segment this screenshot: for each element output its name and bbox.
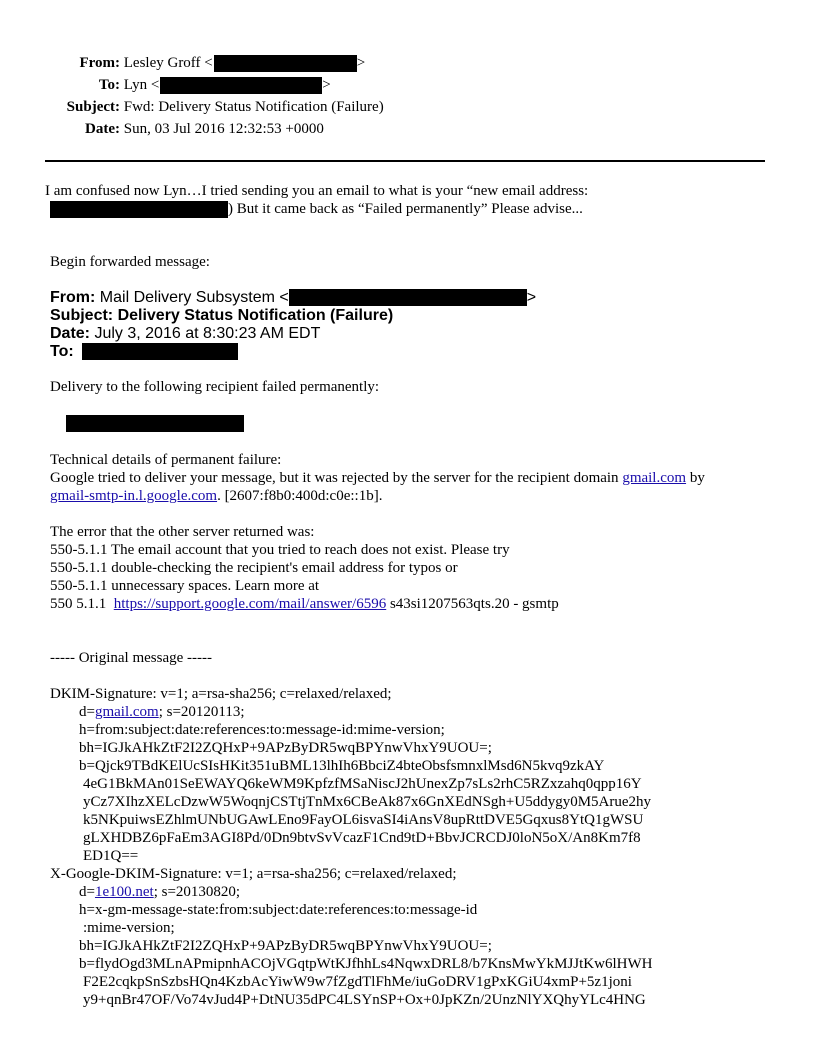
redacted-email <box>82 343 238 360</box>
header-to-label: To: <box>98 77 120 93</box>
error-line-1: 550-5.1.1 The email account that you tried to reach does not exist. Please try <box>50 542 510 558</box>
failed-line: Delivery to the following recipient failed permanently: <box>50 379 380 395</box>
xdkim-line-8: y9+qnBr47OF/Vo74vJud4P+DtNU35dPC4LSYnSP+Ox+0JpKZn/2UnzNlYXQhyYLc4HNG <box>83 992 646 1008</box>
header-from-label: From: <box>79 55 120 71</box>
error-line-4 <box>50 596 559 613</box>
redacted-email <box>66 415 244 432</box>
fwd-from-row <box>50 289 536 307</box>
dkim-line-5: b=Qjck9TBdKElUcSIsHKit351uBML13lhIh6BbciZ4bteObsfsmnxlMsd6N5kvq9zkAY <box>79 758 605 774</box>
gmail-link[interactable]: gmail.com <box>622 470 687 486</box>
dkim-selector: ; s=20120113; <box>158 704 245 720</box>
dkim-line-2 <box>79 704 245 721</box>
fwd-to-label: To: <box>50 343 74 360</box>
dkim-line-6: 4eG1BkMAn01SeEWAYQ6keWM9KpfzfMSaNiscJ2hUnexZp7sLs2rhC5RZxzahq0qpp16Y <box>83 776 642 792</box>
dkim-line-8: k5NKpuiwsEZhlmUNbUGAwLEno9FayOL6isvaSI4iAnsV8upRttDVE5Gqxus8YtQ1gWSU <box>83 812 644 828</box>
fwd-from-label: From: <box>50 289 96 306</box>
body-line-2-text: ) But it came back as “Failed permanently” Please advise... <box>228 201 583 217</box>
error-line-2: 550-5.1.1 double-checking the recipient's email address for typos or <box>50 560 458 576</box>
redacted-email <box>214 55 357 72</box>
fwd-from-close: > <box>526 289 537 306</box>
smtp-link[interactable]: gmail-smtp-in.l.google.com <box>50 488 218 504</box>
original-message-divider: ----- Original message ----- <box>50 650 213 666</box>
xdkim-line-7: F2E2cqkpSnSzbsHQn4KzbAcYiwW9w7fZgdTlFhMe/iuGoDRV1gPxKGiU4xmP+5z1joni <box>83 974 632 990</box>
dkim-line-10: ED1Q== <box>83 848 139 864</box>
fwd-to-row <box>50 343 238 361</box>
tech-line-1-post: by <box>686 470 705 486</box>
tech-line-1-text: Google tried to deliver your message, but it was rejected by the server for the recipient domain <box>50 470 623 486</box>
fwd-date-label: Date: <box>50 325 91 342</box>
dkim-domain-link[interactable]: gmail.com <box>94 704 159 720</box>
xdkim-selector: ; s=20130820; <box>153 884 241 900</box>
error-line-3: 550-5.1.1 unnecessary spaces. Learn more at <box>50 578 320 594</box>
error-heading: The error that the other server returned was: <box>50 524 315 540</box>
dkim-line-9: gLXHDBZ6pFaEm3AGI8Pd/0Dn9btvSvVcazF1Cnd9tD+BbvJCRCDJ0loN5oX/An8Km7f8 <box>83 830 641 846</box>
dkim-d-label: d= <box>79 704 95 720</box>
tech-line-2 <box>50 488 382 505</box>
xdkim-line-2 <box>79 884 240 901</box>
header-to-close: > <box>322 77 331 93</box>
header-date-label: Date: <box>85 121 120 137</box>
redacted-email <box>160 77 322 94</box>
fwd-date-value: July 3, 2016 at 8:30:23 AM EDT <box>94 325 321 342</box>
redacted-email <box>289 289 527 306</box>
xdkim-line-6: b=flydOgd3MLnAPmipnhACOjVGqtpWtKJfhhLs4NqwxDRL8/b7KnsMwYkMJJtKw6lHWH <box>79 956 653 972</box>
header-subject-label: Subject: <box>66 99 120 115</box>
failed-recipient <box>66 415 244 432</box>
fwd-date-row <box>50 325 320 343</box>
body-line-2 <box>50 201 583 218</box>
fwd-subject: Subject: Delivery Status Notification (Failure) <box>50 307 394 324</box>
dkim-line-1: DKIM-Signature: v=1; a=rsa-sha256; c=relaxed/relaxed; <box>50 686 392 702</box>
header-date-value: Sun, 03 Jul 2016 12:32:53 +0000 <box>123 121 324 137</box>
tech-line-2-post: . [2607:f8b0:400d:c0e::1b]. <box>217 488 383 504</box>
begin-forwarded: Begin forwarded message: <box>50 254 210 270</box>
redacted-email <box>50 201 228 218</box>
header-to-name: Lyn < <box>123 77 160 93</box>
header-subject-row <box>0 96 500 118</box>
fwd-from-value: Mail Delivery Subsystem < <box>99 289 289 306</box>
error-line-4-code: 550 5.1.1 <box>50 596 114 612</box>
header-from-row <box>0 52 400 74</box>
dkim-line-7: yCz7XIhzXELcDzwW5WoqnjCSTtjTnMx6CBeAk87x6GnXEdNSgh+U5ddygy0M5Arue2hy <box>83 794 652 810</box>
support-link[interactable]: https://support.google.com/mail/answer/6596 <box>113 596 387 612</box>
tech-heading: Technical details of permanent failure: <box>50 452 282 468</box>
xdkim-line-5: bh=IGJkAHkZtF2I2ZQHxP+9APzByDR5wqBPYnwVhxY9UOU=; <box>79 938 492 954</box>
dkim-line-4: bh=IGJkAHkZtF2I2ZQHxP+9APzByDR5wqBPYnwVhxY9UOU=; <box>79 740 492 756</box>
header-from-name: Lesley Groff < <box>123 55 213 71</box>
tech-line-1 <box>50 470 705 487</box>
xdkim-line-3: h=x-gm-message-state:from:subject:date:references:to:message-id <box>79 902 478 918</box>
xdkim-d-label: d= <box>79 884 95 900</box>
error-line-4-post: s43si1207563qts.20 - gsmtp <box>386 596 559 612</box>
dkim-line-3: h=from:subject:date:references:to:message-id:mime-version; <box>79 722 445 738</box>
body-line-1: I am confused now Lyn…I tried sending you an email to what is your “new email address: <box>45 183 589 199</box>
header-to-row <box>0 74 400 96</box>
xdkim-domain-link[interactable]: 1e100.net <box>94 884 154 900</box>
xdkim-line-4: :mime-version; <box>83 920 175 936</box>
header-subject-value: Fwd: Delivery Status Notification (Failure) <box>123 99 384 115</box>
header-from-close: > <box>356 55 366 71</box>
xdkim-line-1: X-Google-DKIM-Signature: v=1; a=rsa-sha256; c=relaxed/relaxed; <box>50 866 457 882</box>
header-divider <box>45 160 765 162</box>
header-date-row <box>0 118 500 140</box>
